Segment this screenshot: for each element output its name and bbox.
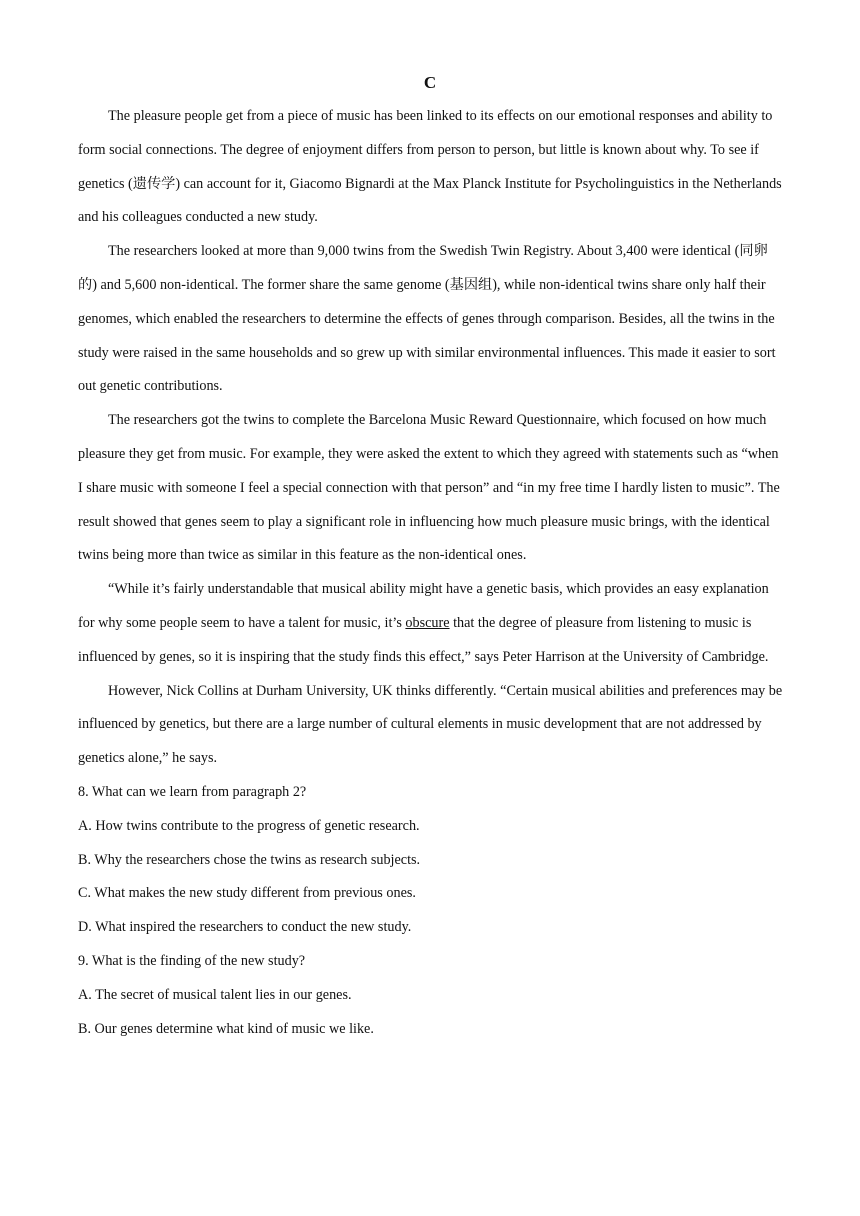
paragraph-5: However, Nick Collins at Durham University, UK thinks differently. “Certain musical abilities and preferences may be influenced by genetics, but there are a large number of cultural elements in music development that are not addressed by genetics alone,” he says.: [78, 682, 783, 767]
paragraph-4-after: that the degree of pleasure from listening to music is influenced by genes, so it is inspiring that the study finds this effect,” says Peter Harrison at the University of Cambridge.: [78, 614, 769, 665]
question-8-option-a: A. How twins contribute to the progress of genetic research.: [78, 817, 420, 834]
question-8-stem: 8. What can we learn from paragraph 2?: [78, 783, 307, 800]
question-9-option-a: A. The secret of musical talent lies in our genes.: [78, 986, 352, 1003]
underlined-word: obscure: [405, 614, 450, 631]
question-8-option-b: B. Why the researchers chose the twins as research subjects.: [78, 851, 421, 868]
paragraph-1: The pleasure people get from a piece of music has been linked to its effects on our emotional responses and ability to form social connections. The degree of enjoyment differs from person to person, but little is known about why. To see if genetics (遗传学) can account for it, Giacomo Bignardi at the Max Planck Institute for Psycholinguistics in the Netherlands and his colleagues conducted a new study.: [78, 108, 782, 226]
question-8-option-c: C. What makes the new study different from previous ones.: [78, 885, 416, 902]
question-9-option-b: B. Our genes determine what kind of music we like.: [78, 1020, 374, 1037]
question-9-stem: 9. What is the finding of the new study?: [78, 952, 306, 969]
paragraph-3: The researchers got the twins to complete the Barcelona Music Reward Questionnaire, which focused on how much pleasure they get from music. For example, they were asked the extent to which they agreed with statements such as “when I share music with someone I feel a special connection with that person” and “in my free time I hardly listen to music”. The result showed that genes seem to play a significant role in influencing how much pleasure music brings, with the identical twins being more than twice as similar in this feature as the non-identical ones.: [78, 412, 780, 564]
question-8-option-d: D. What inspired the researchers to conduct the new study.: [78, 919, 412, 936]
section-label: C: [423, 73, 437, 92]
paragraph-4: [78, 573, 784, 674]
passage-body: [78, 100, 784, 1046]
paragraph-4-before: “While it’s fairly understandable that musical ability might have a genetic basis, which provides an easy explanation for why some people seem to have a talent for music, it’s: [78, 581, 769, 631]
paragraph-2: The researchers looked at more than 9,000 twins from the Swedish Twin Registry. About 3,400 were identical (同卵的) and 5,600 non-identical. The former share the same genome (基因组), while non-identical twins share only half their genomes, which enabled the researchers to determine the effects of genes through comparison. Besides, all the twins in the study were raised in the same households and so grew up with similar environmental influences. This made it easier to sort out genetic contributions.: [78, 243, 776, 395]
